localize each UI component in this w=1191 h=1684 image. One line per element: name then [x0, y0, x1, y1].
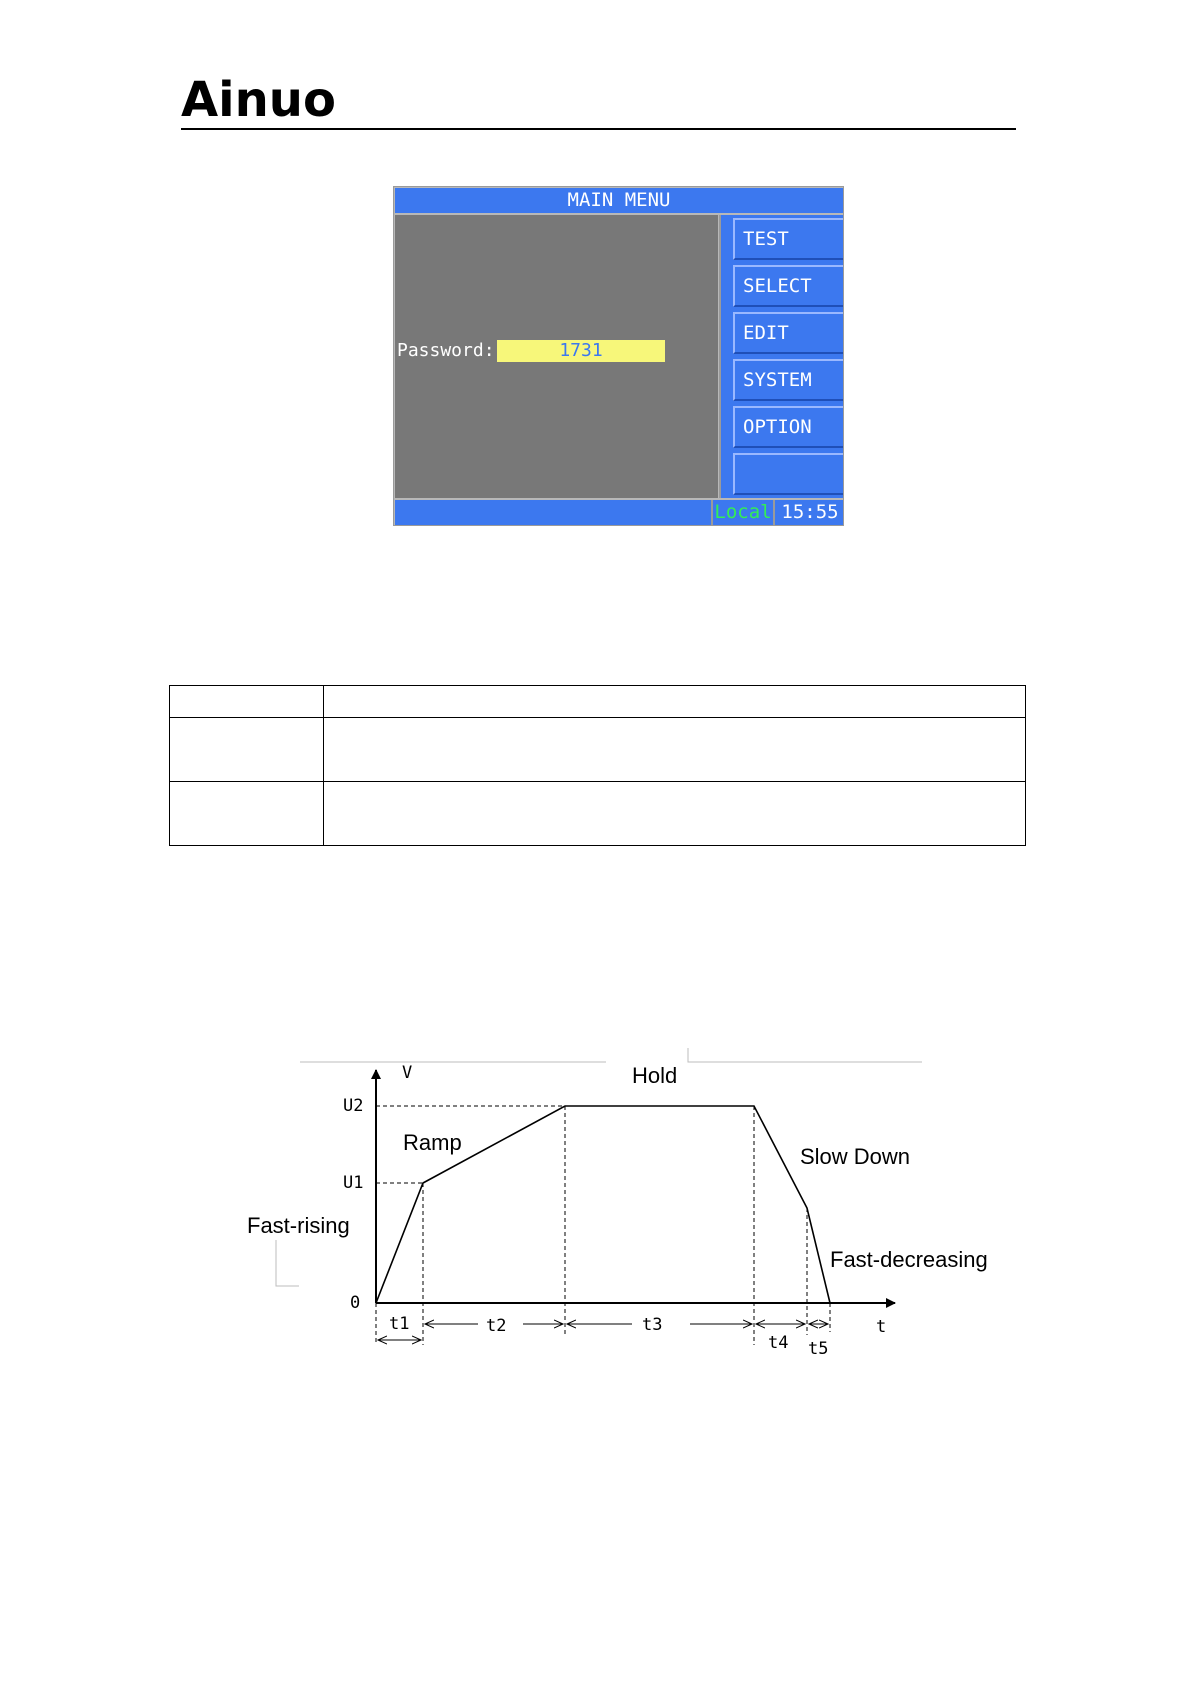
menu-button-test[interactable]: TEST — [733, 218, 843, 260]
table-cell — [324, 782, 1026, 846]
table-row — [170, 718, 1026, 782]
interval-label-t5: t5 — [808, 1339, 829, 1359]
interval-label-t3: t3 — [642, 1315, 663, 1335]
phase-label-slow-down: Slow Down — [800, 1144, 911, 1169]
interval-label-t2: t2 — [486, 1316, 507, 1336]
device-screen — [393, 186, 844, 526]
x-axis-label: t — [876, 1317, 887, 1337]
header-rule — [181, 128, 1016, 130]
password-input[interactable]: 1731 — [497, 340, 665, 362]
table-cell — [324, 718, 1026, 782]
menu-panel — [721, 215, 843, 498]
interval-label-t1: t1 — [389, 1314, 410, 1334]
table-row — [170, 782, 1026, 846]
phase-label-hold: Hold — [632, 1063, 678, 1088]
table-cell — [170, 686, 324, 718]
menu-button-system[interactable]: SYSTEM — [733, 359, 843, 401]
faint-bracket — [276, 1240, 299, 1286]
level-label-u1: U1 — [343, 1173, 364, 1193]
faint-rule — [688, 1048, 922, 1062]
status-time: 15:55 — [781, 501, 839, 523]
menu-button-option[interactable]: OPTION — [733, 406, 843, 448]
screen-title: MAIN MENU — [395, 188, 843, 213]
password-label: Password: — [397, 340, 495, 361]
voltage-profile-diagram — [240, 1040, 1010, 1360]
screen-body — [395, 215, 718, 498]
phase-label-fast-decreasing: Fast-decreasing — [830, 1247, 988, 1272]
phase-label-ramp: Ramp — [403, 1130, 462, 1155]
level-label-u2: U2 — [343, 1096, 364, 1116]
table-cell — [170, 782, 324, 846]
phase-label-fast-rising: Fast-rising — [247, 1213, 350, 1238]
brand-logo: Ainuo — [181, 72, 336, 128]
y-axis-label: V — [402, 1063, 413, 1083]
status-mode: Local — [711, 500, 775, 525]
table-cell — [170, 718, 324, 782]
table-row — [170, 686, 1026, 718]
menu-button-edit[interactable]: EDIT — [733, 312, 843, 354]
origin-label: 0 — [350, 1293, 361, 1313]
data-table — [169, 685, 1026, 846]
menu-button-blank[interactable] — [733, 453, 843, 495]
interval-arrows — [378, 1324, 828, 1340]
status-bar — [395, 500, 843, 525]
table-cell — [324, 686, 1026, 718]
menu-button-select[interactable]: SELECT — [733, 265, 843, 307]
interval-label-t4: t4 — [768, 1333, 789, 1353]
